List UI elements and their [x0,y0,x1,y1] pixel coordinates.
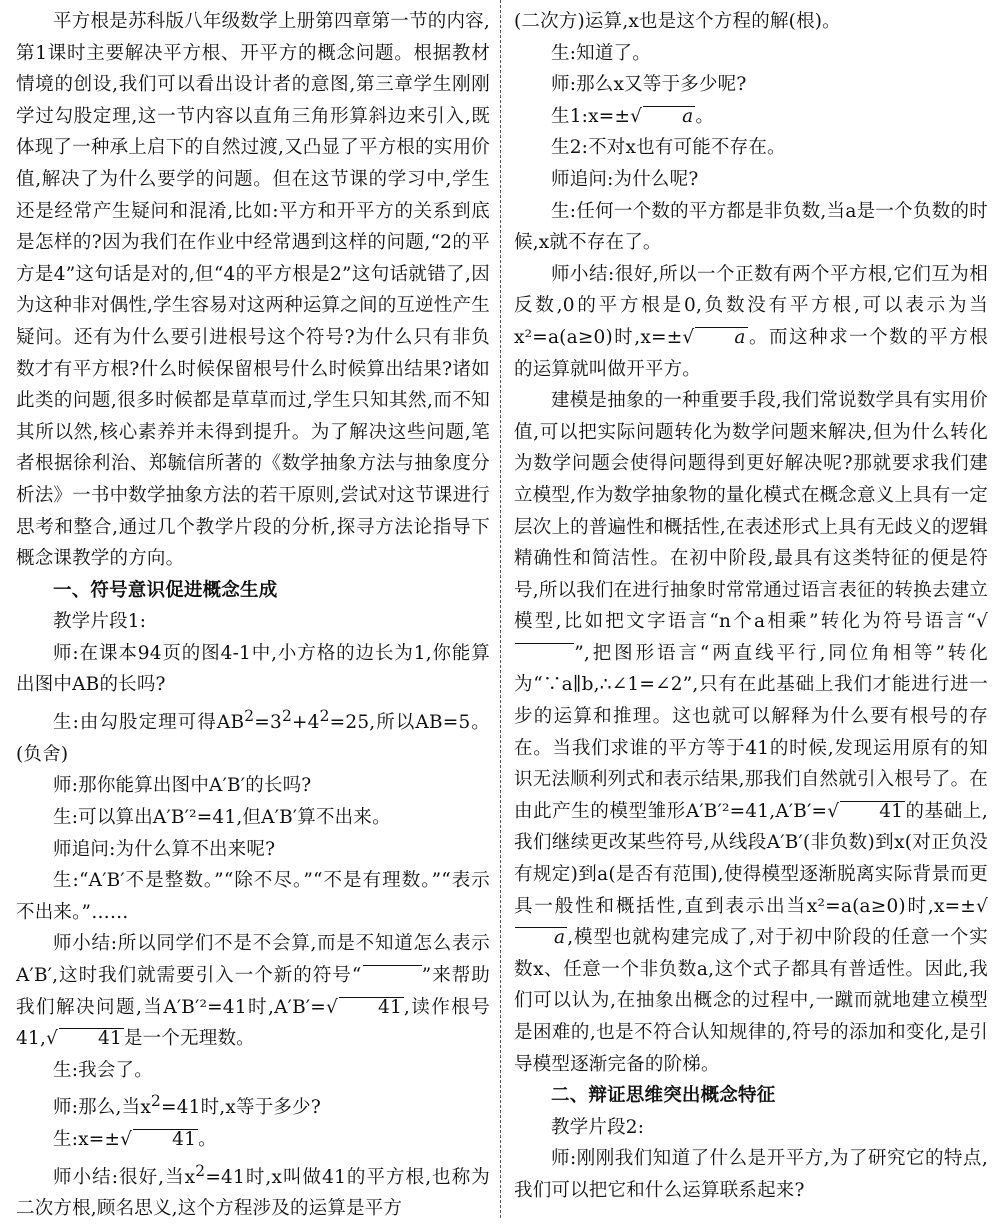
dialogue-line: 生:知道了。 [551,42,651,64]
teaching-segment-2-label: 教学片段2: [551,1116,645,1138]
text-fragment: =25,所以AB=5。(负舍) [16,712,491,765]
text-fragment: 师:那么,当x [53,1097,151,1119]
text-fragment: 的基础上,我们继续更改某些符号,从线段A′B′(非负数)到x(对正负没有规定)到a(是否有范围),使得模型逐渐脱离实际背景而更具一般性和概括性,直到表示出当x²=a(a≥0)时,x=± [514,800,989,917]
left-column [16,6,490,1225]
section-heading-2: 二、辩证思维突出概念特征 [551,1085,776,1107]
exponent: 2 [281,707,292,726]
column-divider [500,0,501,1218]
dialogue-line [16,1086,490,1124]
radicand: 41 [59,1028,124,1049]
dialogue-line: 生:任何一个数的平方都是非负数,当a是一个负数的时候,x就不存在了。 [514,200,988,254]
radicand: 41 [133,1129,198,1150]
exponent: 2 [319,707,330,726]
text-fragment: 生1:x=± [551,105,631,127]
variable-a: a [734,326,746,348]
text-fragment: ,读作根号41, [16,996,490,1050]
dialogue-line: 师追问:为什么算不出来呢? [53,838,276,860]
exponent: 2 [195,1161,206,1180]
exponent: 2 [244,707,255,726]
body-paragraph: 建模是抽象的一种重要手段,我们常说数学具有实用价值,可以把实际问题转化为数学问题来解决,但为什么转化为数学问题会使得问题得到更好解决呢?那就要求我们建立模型,作为数学抽象物的量化模式在概念意义上具有一定层次上的普遍性和概括性,在表述形式上具有无歧义的逻辑精确性和简洁性。在初中阶段,最具有这类特征的便是符号,所以我们在进行抽象时常常通过语言表征的转换去建立模型,比如把文字语言“n个a相乘”转化为符号语言“√ ”,把图形语言“两直线平行,同位角相等”转化为“∵a∥b,∴∠1=∠2”,只有在此基础上我们才能进行进一步的运算和推理。这也就可以解释为什么要有根号的存在。当我们求谁的平方等于41的时候,发现运用原有的知识无法顺利列式和表示结果,那我们自然就引入根号了。在由此产生的模型雏形A′B′²=41,A′B′=√ 41 的基础上,我们继续更改某些符号,从线段A′B′(非负数)到x(对正负没有规定)到a(是否有范围),使得模型逐渐脱离实际背景而更具一般性和概括性,直到表示出当x²=a(a≥0)时,x=±√a ,模型也就构建完成了,对于初中阶段的任意一个实数x、任意一个非负数a,这个式子都具有普适性。因此,我们可以认为,在抽象出概念的过程中,一蹴而就地建立模型是困难的,也是不符合认知规律的,符号的添加和变化,是引导模型逐渐完备的阶梯。 [514,390,989,1075]
text-fragment: 生:由勾股定理可得AB [53,712,245,734]
dialogue-line: 生:可以算出A′B′²=41,但A′B′算不出来。 [53,807,391,828]
dialogue-line: 生:x=±√ 41 。 [53,1129,217,1151]
dialogue-line: 师:刚刚我们知道了什么是开平方,为了研究它的特点,我们可以把它和什么运算联系起来? [514,1148,988,1201]
text-fragment: 师小结:很好,当x [53,1166,196,1188]
radicand [643,106,695,127]
dialogue-line: 师:那你能算出图中A′B′的长吗? [53,775,312,797]
text-fragment: =41时,x叫做41的平方根,也称为二次方根,顾名思义,这个方程涉及的运算是平方 [16,1166,490,1220]
dialogue-line: (二次方)运算,x也是这个方程的解(根)。 [514,11,841,32]
text-fragment: =41时,x等于多少? [160,1097,321,1119]
dialogue-line [16,1156,490,1225]
text-fragment: 。 [198,1129,217,1151]
radical-sign [515,643,574,664]
exponent: 2 [150,1092,161,1111]
radicand: 41 [339,997,404,1018]
radicand [515,927,567,948]
text-fragment: ,模型也就构建完成了,对于初中阶段的任意一个实数x、任意一个非负数a,这个式子都具有普适性。因此,我们可以认为,在抽象出概念的过程中,一蹴而就地建立模型是困难的,也是不符合认知规律的,符号的添加和变化,是引导模型逐渐完备的阶梯。 [514,927,988,1075]
text-fragment: 。而这种求一个数的平方根的运算就叫做开平方。 [514,326,989,380]
text-fragment: +4 [291,712,320,734]
variable-a: a [682,105,694,127]
dialogue-line: 师:在课本94页的图4-1中,小方格的边长为1,你能算出图中AB的长吗? [16,642,490,696]
text-fragment: 师小结:所以同学们不是不会算,而是不知道怎么表示A′B′,这时我们就需要引入一个新的符号“ [16,933,490,986]
text-fragment: ”来帮助我们解决问题,当A′B′²=41时,A′B′= [16,964,490,1018]
text-fragment: 师小结:很好,所以一个正数有两个平方根,它们互为相反数,0的平方根是0,负数没有平方根,可以表示为当x²=a(a≥0)时,x=± [514,263,988,348]
dialogue-line: 师小结:很好,所以一个正数有两个平方根,它们互为相反数,0的平方根是0,负数没有平方根,可以表示为当x²=a(a≥0)时,x=±√ a 。而这种求一个数的平方根的运算就叫做开平方。 [514,263,989,380]
dialogue-line: 师小结:所以同学们不是不会算,而是不知道怎么表示A′B′,这时我们就需要引入一个新的符号“ ”来帮助我们解决问题,当A′B′²=41时,A′B′=√ 41 ,读作根号41,√ 41 是一个无理数。 [16,933,490,1050]
dialogue-line: 师:那么x又等于多少呢? [551,74,747,96]
text-fragment: 。 [695,105,715,127]
variable-a: a [554,927,566,949]
dialogue-line: 师追问:为什么呢? [551,168,699,190]
text-fragment: 是一个无理数。 [123,1028,255,1050]
intro-paragraph: 平方根是苏科版八年级数学上册第四章第一节的内容,第1课时主要解决平方根、开平方的概念问题。根据教材情境的创设,我们可以看出设计者的意图,第三章学生刚刚学过勾股定理,这一节内容以直角三角形算斜边来引入,既体现了一种承上启下的自然过渡,又凸显了平方根的实用价值,解决了为什么要学的问题。但在这节课的学习中,学生还是经常产生疑问和混淆,比如:平方和开平方的关系到底是怎样的?因为我们在作业中经常遇到这样的问题,“2的平方是4”这句话是对的,但“4的平方根是2”这句话就错了,因为这种非对偶性,学生容易对这两种运算之间的互逆性产生疑问。还有为什么要引进根号这个符号?为什么只有非负数才有平方根?什么时候保留根号什么时候算出结果?诸如此类的问题,很多时候都是草草而过,学生只知其然,而不知其所以然,核心素养并未得到提升。为了解决这些问题,笔者根据徐利治、郑毓信所著的《数学抽象方法与抽象度分析法》一书中数学抽象方法的若干原则,尝试对这节课进行思考和整合,通过几个教学片段的分析,探寻方法论指导下概念课教学的方向。 [16,11,490,570]
dialogue-line [16,701,490,770]
radical-sign [363,965,422,986]
text-fragment: 生:x=± [53,1129,121,1151]
teaching-segment-1-label: 教学片段1: [53,611,147,633]
radicand [695,327,747,348]
text-fragment: 建模是抽象的一种重要手段,我们常说数学具有实用价值,可以把实际问题转化为数学问题来解决,但为什么转化为数学问题会使得问题得到更好解决呢?那就要求我们建立模型,作为数学抽象物的量化模式在概念意义上具有一定层次上的普遍性和概括性,在表述形式上具有无歧义的逻辑精确性和简洁性。在初中阶段,最具有这类特征的便是符号,所以我们在进行抽象时常常通过语言表征的转换去建立模型,比如把文字语言“n个a相乘”转化为符号语言“ [514,390,988,633]
radicand: 41 [840,801,905,822]
text-fragment: =3 [254,712,282,734]
section-heading-1: 一、符号意识促进概念生成 [53,579,278,601]
dialogue-line: 生1:x=±√ a 。 [551,105,715,127]
dialogue-line: 生:“A′B′不是整数。”“除不尽。”“不是有理数。”“表示不出来。”…… [16,870,490,923]
text-fragment: ”,把图形语言“两直线平行,同位角相等”转化为“∵a∥b,∴∠1=∠2”,只有在此基础上我们才能进行进一步的运算和推理。这也就可以解释为什么要有根号的存在。当我们求谁的平方等于41的时候,发现运用原有的知识无法顺利列式和表示结果,那我们自然就引入根号了。在由此产生的模型雏形A′B′²=41,A′B′= [514,642,988,822]
right-column [514,6,988,1207]
dialogue-line: 生:我会了。 [53,1059,153,1081]
dialogue-line: 生2:不对x也有可能不存在。 [551,137,786,159]
